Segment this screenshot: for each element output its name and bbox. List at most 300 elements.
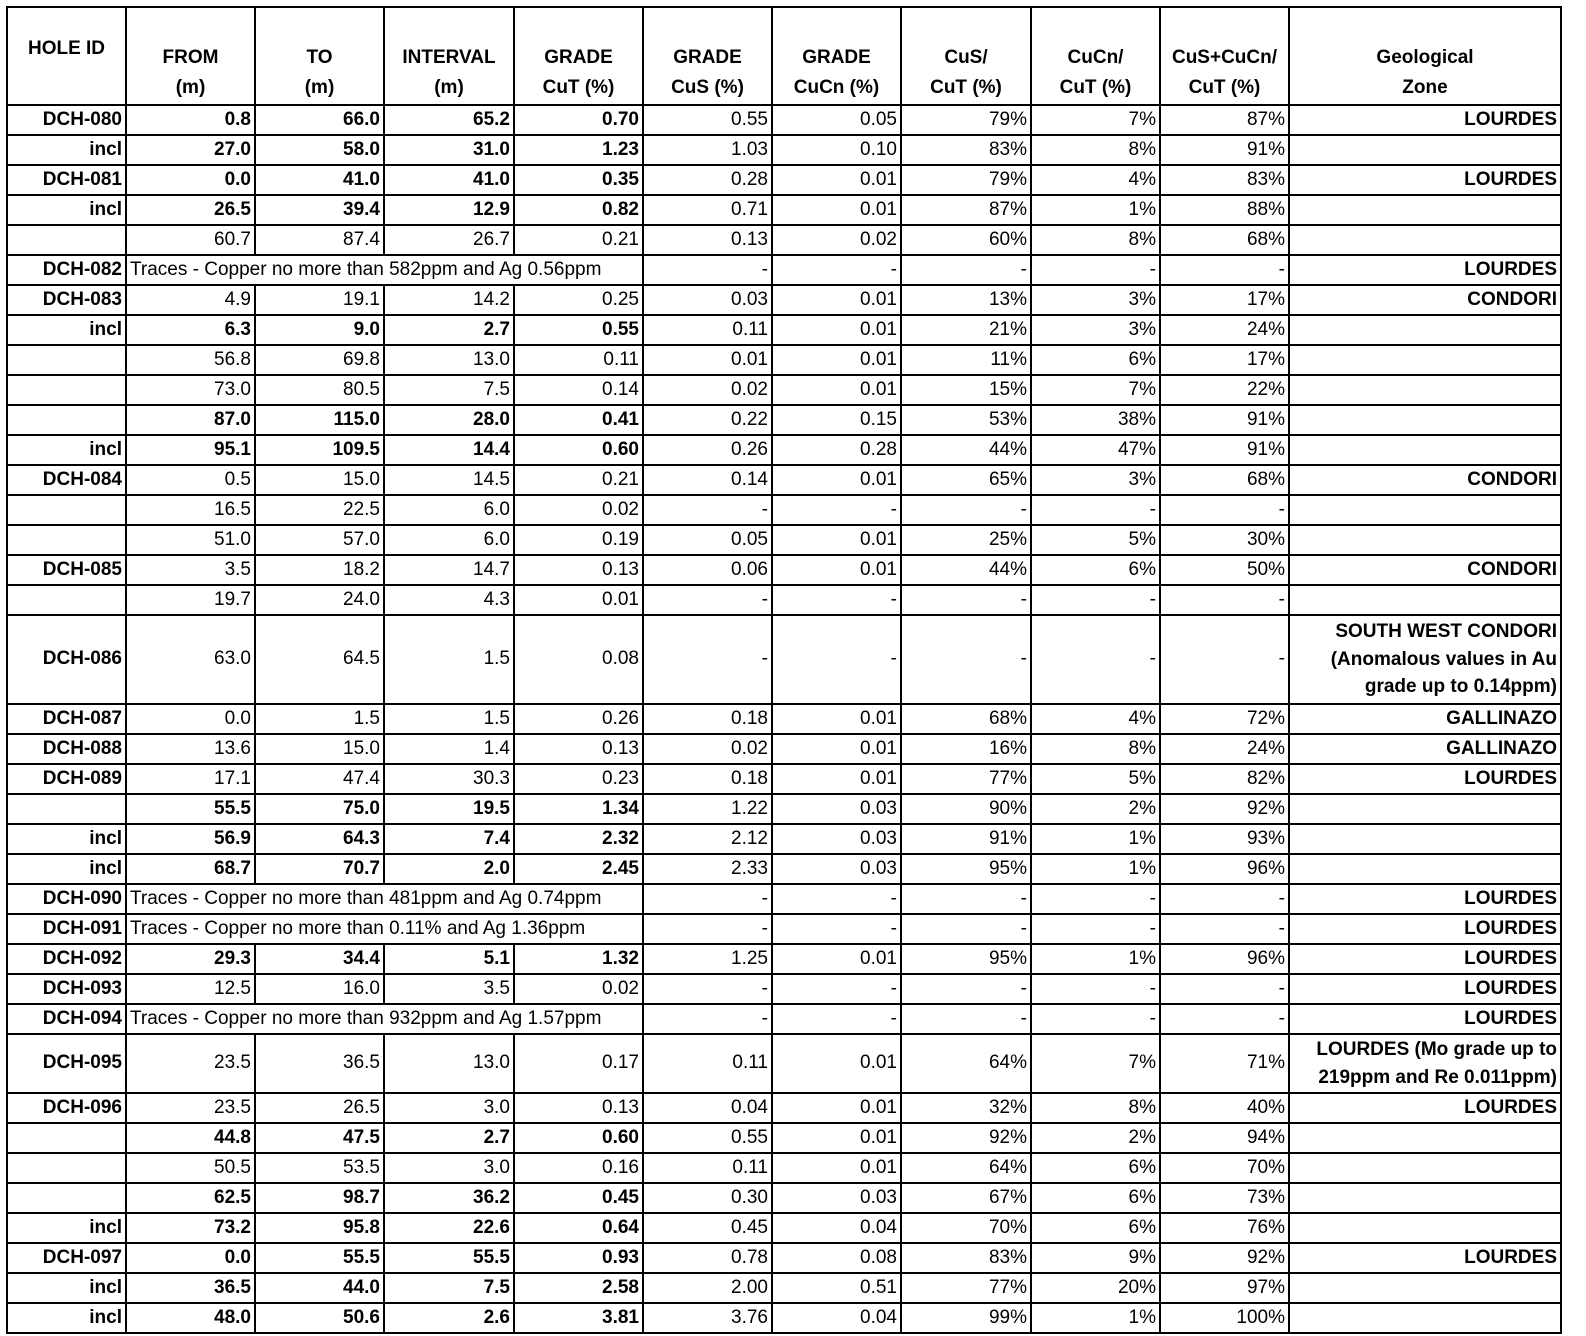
value-cell: 12.9: [384, 195, 514, 225]
geological-zone-cell: [1289, 345, 1561, 375]
value-cell: 0.02: [643, 375, 772, 405]
hole-id-cell: DCH-086: [7, 615, 126, 704]
value-cell: 56.8: [126, 345, 255, 375]
value-cell: 7%: [1031, 375, 1160, 405]
hole-id-cell: DCH-081: [7, 165, 126, 195]
value-cell: 0.11: [643, 1034, 772, 1093]
value-cell: 36.2: [384, 1183, 514, 1213]
value-cell: 41.0: [384, 165, 514, 195]
value-cell: 6%: [1031, 555, 1160, 585]
value-cell: 1.32: [514, 944, 643, 974]
value-cell: 90%: [901, 794, 1031, 824]
value-cell: -: [1031, 974, 1160, 1004]
value-cell: 24%: [1160, 734, 1289, 764]
value-cell: 0.13: [643, 225, 772, 255]
value-cell: 0.11: [514, 345, 643, 375]
value-cell: -: [772, 974, 901, 1004]
value-cell: 1.5: [384, 615, 514, 704]
header-row: [7, 7, 1561, 105]
geological-zone-cell: [1289, 135, 1561, 165]
value-cell: 29.3: [126, 944, 255, 974]
value-cell: 75.0: [255, 794, 384, 824]
value-cell: 8%: [1031, 225, 1160, 255]
value-cell: -: [772, 585, 901, 615]
value-cell: 0.01: [772, 525, 901, 555]
value-cell: 68.7: [126, 854, 255, 884]
value-cell: 0.01: [772, 195, 901, 225]
geological-zone-cell: LOURDES: [1289, 105, 1561, 135]
value-cell: -: [1031, 884, 1160, 914]
hole-id-cell: [7, 794, 126, 824]
value-cell: 0.01: [772, 764, 901, 794]
value-cell: 2.00: [643, 1273, 772, 1303]
hole-id-cell: incl: [7, 824, 126, 854]
hole-id-cell: incl: [7, 1303, 126, 1333]
value-cell: 64%: [901, 1153, 1031, 1183]
table-row: [7, 405, 1561, 435]
hole-id-cell: [7, 1123, 126, 1153]
value-cell: -: [643, 884, 772, 914]
table-row: [7, 764, 1561, 794]
value-cell: 94%: [1160, 1123, 1289, 1153]
value-cell: 3.5: [384, 974, 514, 1004]
column-header: [126, 7, 255, 105]
geological-zone-cell: GALLINAZO: [1289, 704, 1561, 734]
value-cell: 7.5: [384, 1273, 514, 1303]
value-cell: 0.45: [514, 1183, 643, 1213]
value-cell: 21%: [901, 315, 1031, 345]
table-row: [7, 375, 1561, 405]
value-cell: 64.5: [255, 615, 384, 704]
geological-zone-cell: LOURDES: [1289, 1243, 1561, 1273]
value-cell: 0.01: [643, 345, 772, 375]
value-cell: -: [643, 974, 772, 1004]
value-cell: 95.1: [126, 435, 255, 465]
geological-zone-cell: LOURDES: [1289, 1004, 1561, 1034]
value-cell: 2.0: [384, 854, 514, 884]
value-cell: 3.76: [643, 1303, 772, 1333]
hole-id-cell: DCH-088: [7, 734, 126, 764]
value-cell: 1%: [1031, 944, 1160, 974]
table-row: [7, 195, 1561, 225]
value-cell: 0.02: [772, 225, 901, 255]
value-cell: 17.1: [126, 764, 255, 794]
value-cell: 0.60: [514, 1123, 643, 1153]
value-cell: 109.5: [255, 435, 384, 465]
column-header: [7, 7, 126, 105]
geological-zone-cell: [1289, 1303, 1561, 1333]
value-cell: -: [772, 615, 901, 704]
value-cell: 0.55: [643, 105, 772, 135]
value-cell: 23.5: [126, 1034, 255, 1093]
geological-zone-cell: [1289, 375, 1561, 405]
value-cell: -: [1031, 585, 1160, 615]
column-header: [384, 7, 514, 105]
column-header-line: Zone: [1402, 76, 1448, 98]
value-cell: 93%: [1160, 824, 1289, 854]
value-cell: 32%: [901, 1093, 1031, 1123]
value-cell: 0.5: [126, 465, 255, 495]
hole-id-cell: [7, 345, 126, 375]
hole-id-cell: incl: [7, 435, 126, 465]
value-cell: -: [901, 914, 1031, 944]
value-cell: 0.25: [514, 285, 643, 315]
column-header-line: CuS/: [944, 47, 988, 69]
value-cell: 87%: [1160, 105, 1289, 135]
value-cell: 0.02: [514, 495, 643, 525]
value-cell: 19.7: [126, 585, 255, 615]
value-cell: 44.8: [126, 1123, 255, 1153]
zone-line: 219ppm and Re 0.011ppm): [1318, 1066, 1557, 1088]
value-cell: 53%: [901, 405, 1031, 435]
zone-line: (Anomalous values in Au: [1330, 648, 1557, 670]
value-cell: 7.4: [384, 824, 514, 854]
value-cell: 1.03: [643, 135, 772, 165]
value-cell: 0.08: [772, 1243, 901, 1273]
value-cell: 62.5: [126, 1183, 255, 1213]
column-header: [255, 7, 384, 105]
value-cell: 0.01: [772, 1123, 901, 1153]
table-row: [7, 704, 1561, 734]
value-cell: 1.34: [514, 794, 643, 824]
value-cell: 83%: [901, 1243, 1031, 1273]
value-cell: -: [1160, 495, 1289, 525]
hole-id-cell: [7, 225, 126, 255]
value-cell: 95%: [901, 944, 1031, 974]
value-cell: -: [772, 495, 901, 525]
hole-id-cell: [7, 1183, 126, 1213]
value-cell: 4%: [1031, 165, 1160, 195]
value-cell: 63.0: [126, 615, 255, 704]
column-header-line: CuT (%): [930, 76, 1002, 98]
value-cell: 50.6: [255, 1303, 384, 1333]
value-cell: 44%: [901, 435, 1031, 465]
value-cell: 69.8: [255, 345, 384, 375]
table-row: [7, 854, 1561, 884]
hole-id-cell: DCH-087: [7, 704, 126, 734]
value-cell: 7%: [1031, 1034, 1160, 1093]
geological-zone-cell: [1289, 495, 1561, 525]
hole-id-cell: incl: [7, 135, 126, 165]
table-row: [7, 884, 1561, 914]
hole-id-cell: incl: [7, 1213, 126, 1243]
value-cell: 87.0: [126, 405, 255, 435]
value-cell: -: [1031, 1004, 1160, 1034]
value-cell: 65%: [901, 465, 1031, 495]
value-cell: 91%: [1160, 435, 1289, 465]
value-cell: 0.14: [643, 465, 772, 495]
value-cell: 82%: [1160, 764, 1289, 794]
value-cell: 95%: [901, 854, 1031, 884]
traces-note-cell: Traces - Copper no more than 0.11% and Ag 1.36ppm: [126, 914, 643, 944]
value-cell: 0.41: [514, 405, 643, 435]
value-cell: -: [901, 974, 1031, 1004]
table-row: [7, 255, 1561, 285]
geological-zone-cell: [1289, 1273, 1561, 1303]
column-header: [772, 7, 901, 105]
value-cell: 0.11: [643, 1153, 772, 1183]
value-cell: 0.01: [772, 1034, 901, 1093]
geological-zone-cell: [1289, 824, 1561, 854]
value-cell: 24.0: [255, 585, 384, 615]
value-cell: 70%: [1160, 1153, 1289, 1183]
column-header: [514, 7, 643, 105]
value-cell: 0.0: [126, 165, 255, 195]
hole-id-cell: incl: [7, 1273, 126, 1303]
column-header: [901, 7, 1031, 105]
value-cell: 2.45: [514, 854, 643, 884]
hole-id-cell: [7, 1153, 126, 1183]
value-cell: 1.22: [643, 794, 772, 824]
value-cell: 96%: [1160, 854, 1289, 884]
value-cell: -: [643, 495, 772, 525]
geological-zone-cell: LOURDES: [1289, 884, 1561, 914]
value-cell: -: [772, 884, 901, 914]
hole-id-cell: [7, 405, 126, 435]
value-cell: 55.5: [126, 794, 255, 824]
value-cell: 0.8: [126, 105, 255, 135]
table-row: [7, 1273, 1561, 1303]
value-cell: 0.13: [514, 555, 643, 585]
value-cell: -: [643, 585, 772, 615]
hole-id-cell: DCH-091: [7, 914, 126, 944]
value-cell: 1.5: [255, 704, 384, 734]
value-cell: 0.45: [643, 1213, 772, 1243]
value-cell: 0.03: [772, 824, 901, 854]
value-cell: 19.5: [384, 794, 514, 824]
value-cell: 92%: [1160, 794, 1289, 824]
value-cell: 0.06: [643, 555, 772, 585]
column-header-line: CuS (%): [671, 76, 744, 98]
geological-zone-cell: [1289, 615, 1561, 704]
value-cell: 0.18: [643, 764, 772, 794]
value-cell: 17%: [1160, 345, 1289, 375]
value-cell: 13.0: [384, 345, 514, 375]
geological-zone-cell: [1289, 1183, 1561, 1213]
table-row: [7, 1153, 1561, 1183]
geological-zone-cell: LOURDES: [1289, 974, 1561, 1004]
value-cell: 3%: [1031, 285, 1160, 315]
value-cell: -: [901, 884, 1031, 914]
value-cell: 70.7: [255, 854, 384, 884]
value-cell: 20%: [1031, 1273, 1160, 1303]
value-cell: 0.01: [772, 704, 901, 734]
value-cell: 0.18: [643, 704, 772, 734]
value-cell: 97%: [1160, 1273, 1289, 1303]
value-cell: 8%: [1031, 734, 1160, 764]
value-cell: -: [643, 615, 772, 704]
value-cell: 0.05: [643, 525, 772, 555]
value-cell: 0.01: [772, 375, 901, 405]
value-cell: 26.5: [126, 195, 255, 225]
value-cell: 91%: [901, 824, 1031, 854]
value-cell: 0.03: [772, 1183, 901, 1213]
value-cell: 1.4: [384, 734, 514, 764]
value-cell: 44.0: [255, 1273, 384, 1303]
value-cell: 68%: [1160, 225, 1289, 255]
value-cell: -: [1160, 914, 1289, 944]
geological-zone-cell: GALLINAZO: [1289, 734, 1561, 764]
column-header-line: (m): [175, 76, 206, 98]
value-cell: 0.60: [514, 435, 643, 465]
table-row: [7, 105, 1561, 135]
value-cell: 6%: [1031, 1183, 1160, 1213]
value-cell: 0.82: [514, 195, 643, 225]
column-header: [643, 7, 772, 105]
value-cell: 5%: [1031, 764, 1160, 794]
value-cell: 39.4: [255, 195, 384, 225]
table-row: [7, 974, 1561, 1004]
hole-id-cell: incl: [7, 195, 126, 225]
value-cell: 0.01: [772, 285, 901, 315]
table-row: [7, 435, 1561, 465]
hole-id-cell: [7, 525, 126, 555]
value-cell: -: [643, 914, 772, 944]
value-cell: 0.19: [514, 525, 643, 555]
table-row: [7, 734, 1561, 764]
value-cell: 1.25: [643, 944, 772, 974]
value-cell: 0.55: [514, 315, 643, 345]
value-cell: 6.3: [126, 315, 255, 345]
table-row: [7, 1213, 1561, 1243]
value-cell: 0.01: [772, 1153, 901, 1183]
table-row: [7, 345, 1561, 375]
value-cell: -: [1031, 615, 1160, 704]
geological-zone-cell: CONDORI: [1289, 285, 1561, 315]
value-cell: -: [1031, 914, 1160, 944]
geological-zone-cell: LOURDES: [1289, 914, 1561, 944]
value-cell: 0.78: [643, 1243, 772, 1273]
value-cell: 4.9: [126, 285, 255, 315]
geological-zone-cell: [1289, 794, 1561, 824]
value-cell: 55.5: [255, 1243, 384, 1273]
value-cell: 1%: [1031, 1303, 1160, 1333]
value-cell: 0.26: [643, 435, 772, 465]
traces-note-cell: Traces - Copper no more than 481ppm and Ag 0.74ppm: [126, 884, 643, 914]
value-cell: -: [901, 585, 1031, 615]
value-cell: 1.23: [514, 135, 643, 165]
value-cell: 28.0: [384, 405, 514, 435]
traces-note-cell: Traces - Copper no more than 932ppm and Ag 1.57ppm: [126, 1004, 643, 1034]
table-row: [7, 615, 1561, 704]
value-cell: 22.5: [255, 495, 384, 525]
traces-note-cell: Traces - Copper no more than 582ppm and Ag 0.56ppm: [126, 255, 643, 285]
value-cell: 36.5: [126, 1273, 255, 1303]
hole-id-cell: DCH-085: [7, 555, 126, 585]
value-cell: 6%: [1031, 1213, 1160, 1243]
value-cell: 34.4: [255, 944, 384, 974]
value-cell: 87.4: [255, 225, 384, 255]
value-cell: 38%: [1031, 405, 1160, 435]
value-cell: -: [1160, 585, 1289, 615]
value-cell: 72%: [1160, 704, 1289, 734]
table-row: [7, 585, 1561, 615]
value-cell: 0.03: [772, 794, 901, 824]
value-cell: 0.08: [514, 615, 643, 704]
value-cell: 3.5: [126, 555, 255, 585]
value-cell: 1%: [1031, 824, 1160, 854]
value-cell: 57.0: [255, 525, 384, 555]
hole-id-cell: incl: [7, 315, 126, 345]
value-cell: -: [772, 914, 901, 944]
table-row: [7, 555, 1561, 585]
value-cell: 0.03: [643, 285, 772, 315]
value-cell: 0.01: [772, 944, 901, 974]
value-cell: 0.01: [772, 465, 901, 495]
value-cell: 2%: [1031, 1123, 1160, 1153]
value-cell: 83%: [901, 135, 1031, 165]
value-cell: 0.26: [514, 704, 643, 734]
value-cell: 0.0: [126, 1243, 255, 1273]
value-cell: 77%: [901, 764, 1031, 794]
hole-id-cell: [7, 585, 126, 615]
value-cell: 51.0: [126, 525, 255, 555]
value-cell: 2.12: [643, 824, 772, 854]
value-cell: 14.5: [384, 465, 514, 495]
geological-zone-cell: [1289, 315, 1561, 345]
value-cell: 55.5: [384, 1243, 514, 1273]
geological-zone-cell: [1289, 405, 1561, 435]
value-cell: 0.28: [772, 435, 901, 465]
hole-id-cell: DCH-082: [7, 255, 126, 285]
table-row: [7, 1123, 1561, 1153]
column-header-line: (m): [304, 76, 335, 98]
column-header-line: CuT (%): [1188, 76, 1261, 98]
value-cell: 8%: [1031, 1093, 1160, 1123]
value-cell: -: [1160, 615, 1289, 704]
value-cell: 9%: [1031, 1243, 1160, 1273]
value-cell: 0.01: [514, 585, 643, 615]
value-cell: 14.4: [384, 435, 514, 465]
value-cell: -: [772, 255, 901, 285]
table-row: [7, 1243, 1561, 1273]
value-cell: 0.01: [772, 555, 901, 585]
value-cell: 73.2: [126, 1213, 255, 1243]
value-cell: 99%: [901, 1303, 1031, 1333]
value-cell: -: [1031, 255, 1160, 285]
value-cell: 2.7: [384, 315, 514, 345]
value-cell: 0.51: [772, 1273, 901, 1303]
value-cell: 16.5: [126, 495, 255, 525]
geological-zone-cell: [1289, 435, 1561, 465]
value-cell: 6%: [1031, 345, 1160, 375]
table-row: [7, 465, 1561, 495]
value-cell: 0.01: [772, 1093, 901, 1123]
value-cell: 47.5: [255, 1123, 384, 1153]
hole-id-cell: incl: [7, 854, 126, 884]
value-cell: 58.0: [255, 135, 384, 165]
value-cell: 13%: [901, 285, 1031, 315]
hole-id-cell: DCH-093: [7, 974, 126, 1004]
geological-zone-cell: [1289, 225, 1561, 255]
table-body: [7, 105, 1561, 1333]
column-header-line: CuT (%): [1059, 76, 1132, 98]
value-cell: 0.10: [772, 135, 901, 165]
value-cell: 73%: [1160, 1183, 1289, 1213]
value-cell: 26.7: [384, 225, 514, 255]
value-cell: 76%: [1160, 1213, 1289, 1243]
value-cell: 0.23: [514, 764, 643, 794]
value-cell: 3%: [1031, 465, 1160, 495]
value-cell: 2.32: [514, 824, 643, 854]
value-cell: 1%: [1031, 854, 1160, 884]
value-cell: 79%: [901, 165, 1031, 195]
hole-id-cell: [7, 375, 126, 405]
value-cell: 0.02: [643, 734, 772, 764]
column-header-line: HOLE ID: [27, 38, 106, 60]
value-cell: 2%: [1031, 794, 1160, 824]
value-cell: 67%: [901, 1183, 1031, 1213]
